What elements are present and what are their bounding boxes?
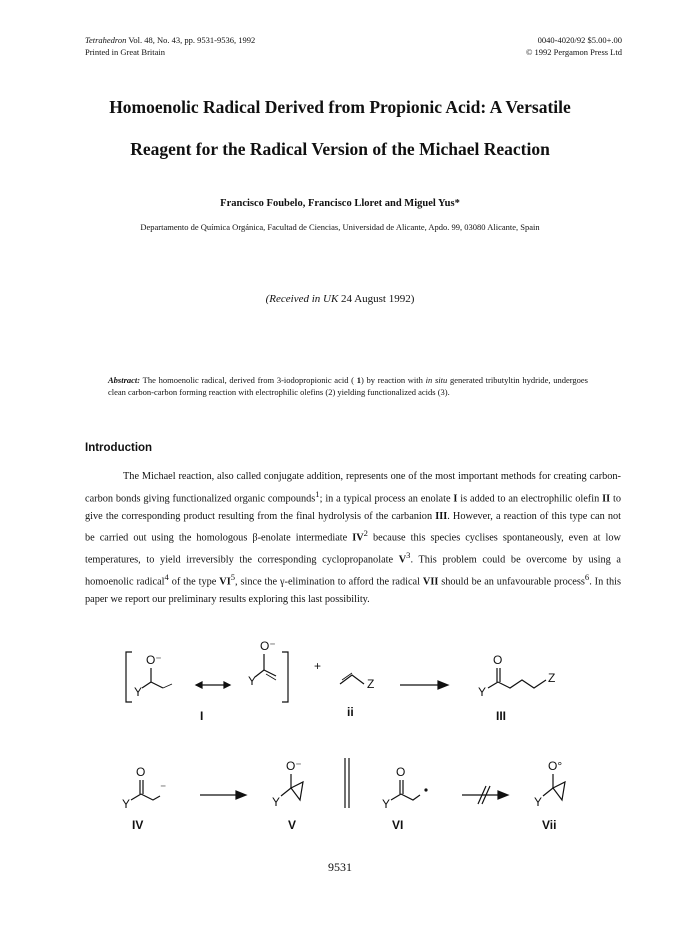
bracket-right (282, 652, 288, 702)
abstract: Abstract: The homoenolic radical, derived from 3-iodopropionic acid ( 1) by reaction with in situ generated tributyltin hydride, undergoes clean carbon-carbon forming reaction with electrophilic olefins (2) yielding functionalized acids (3). (108, 375, 588, 397)
svg-text:Y: Y (382, 797, 391, 811)
enolate-I-enol (248, 639, 276, 688)
affiliation: Departamento de Química Orgánica, Facultad de Ciencias, Universidad de Alicante, Apdo. 99, 03080 Alicante, Spain (140, 222, 540, 232)
svg-text:O°: O° (548, 759, 563, 773)
svg-text:Y: Y (272, 795, 281, 809)
svg-text:Y: Y (134, 685, 143, 699)
label-III: III (496, 709, 507, 723)
label-IV: IV (132, 818, 144, 832)
price-code: 0040-4020/92 $5.00+.00 (537, 35, 622, 45)
journal-citation: Tetrahedron Vol. 48, No. 43, pp. 9531-9536, 1992 (85, 35, 256, 45)
reaction-scheme (0, 630, 680, 840)
product-III (478, 653, 555, 699)
plus-sign: + (314, 659, 322, 673)
bracket-left (126, 652, 132, 702)
svg-text:Z: Z (548, 671, 556, 685)
title-line-1: Homoenolic Radical Derived from Propionic Acid: A Versatile (109, 97, 571, 117)
authors: Francisco Foubelo, Francisco Lloret and Miguel Yus* (220, 198, 460, 209)
svg-text:Y: Y (248, 674, 257, 688)
svg-text:O⁻: O⁻ (260, 639, 276, 653)
structure-VI (382, 765, 428, 811)
label-VI: VI (392, 818, 404, 832)
svg-text:O⁻: O⁻ (286, 759, 302, 773)
title-line-2: Reagent for the Radical Version of the Michael Reaction (130, 139, 550, 159)
olefin-II (340, 673, 374, 691)
svg-text:Y: Y (534, 795, 543, 809)
svg-text:O: O (396, 765, 406, 779)
copyright: © 1992 Pergamon Press Ltd (525, 47, 622, 57)
label-VII: Vii (542, 818, 557, 832)
label-I: I (200, 709, 204, 723)
svg-text:O⁻: O⁻ (146, 653, 162, 667)
page-number: 9531 (328, 860, 352, 874)
svg-text:O: O (136, 765, 146, 779)
enolate-I-keto (134, 653, 172, 699)
label-II: ii (347, 705, 354, 719)
printed-in: Printed in Great Britain (85, 47, 166, 57)
structure-V (272, 759, 303, 809)
svg-text:Z: Z (367, 677, 375, 691)
svg-text:O: O (493, 653, 503, 667)
structure-IV (122, 765, 166, 811)
svg-text:Y: Y (122, 797, 131, 811)
structure-VII (534, 759, 565, 809)
label-V: V (288, 818, 297, 832)
svg-text:Y: Y (478, 685, 487, 699)
introduction-heading: Introduction (85, 442, 153, 454)
introduction-body: The Michael reaction, also called conjugate addition, represents one of the most important methods for creating carbon-carbon bonds giving functionalized organic compounds$^1$; in a typical process an enolate I is added to an electrophilic olefin II to give the corresponding product resulting from the final hydrolysis of the carbanion III. However, a reaction of this type can not be carried out using the homologous β-enolate intermediate $IV^2$ because this species cyclises spontaneously, even at low temperatures, to yield irreversibly the corresponding cyclopropanolate $V^3$. This problem could be overcome by using a homoenolic radical$^4$ of the type $VI^5$, since the γ-elimination to afford the radical VII should be an unfavourable process$^6$. In this paper we report our preliminary results exploring this last possibility. (85, 471, 621, 606)
received-date: (Received in UK 24 August 1992) (265, 293, 415, 305)
svg-text:⁻: ⁻ (160, 781, 167, 795)
